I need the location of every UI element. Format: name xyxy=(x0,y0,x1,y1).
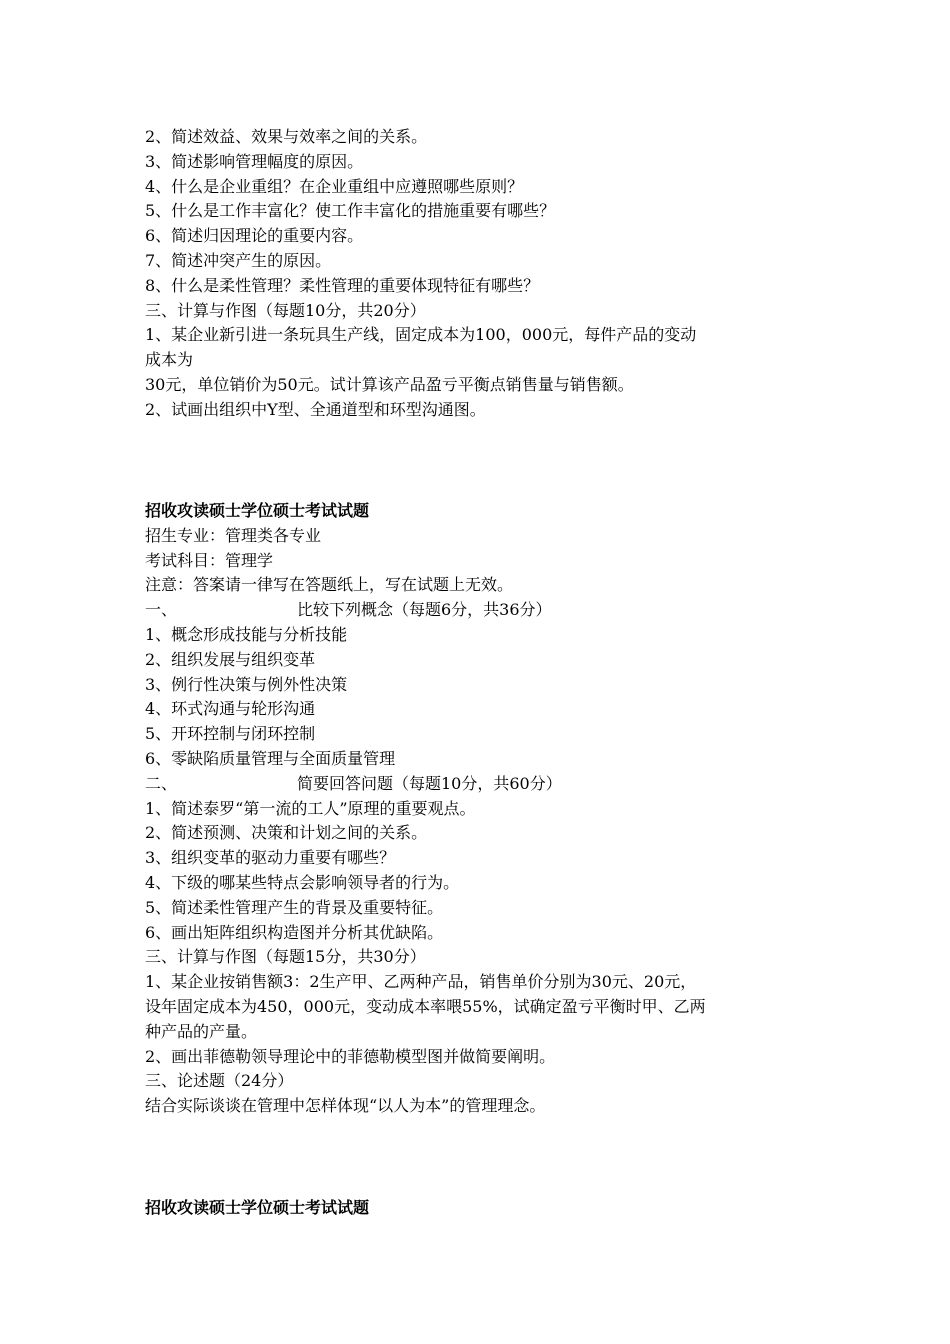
question-line: 4、下级的哪某些特点会影响领导者的行为。 xyxy=(145,872,460,892)
exam-major: 招生专业：管理类各专业 xyxy=(145,525,322,545)
part-1-number: 一、 xyxy=(145,600,178,620)
question-line: 5、简述柔性管理产生的背景及重要特征。 xyxy=(145,897,444,917)
question-line: 5、开环控制与闭环控制 xyxy=(145,724,316,744)
section-previous-exam xyxy=(145,125,815,423)
question-line: 7、简述冲突产生的原因。 xyxy=(145,250,332,270)
part-2-number: 二、 xyxy=(145,773,178,793)
question-line: 2、试画出组织中Y型、全通道型和环型沟通图。 xyxy=(145,399,486,419)
exam-notice: 注意：答案请一律写在答题纸上，写在试题上无效。 xyxy=(145,575,514,595)
question-line: 4、环式沟通与轮形沟通 xyxy=(145,699,316,719)
section-heading: 三、计算与作图（每题10分，共20分） xyxy=(145,300,426,320)
question-line: 1、概念形成技能与分析技能 xyxy=(145,624,348,644)
question-line: 4、什么是企业重组？在企业重组中应遵照哪些原则？ xyxy=(145,176,524,196)
question-line: 8、什么是柔性管理？柔性管理的重要体现特征有哪些？ xyxy=(145,275,540,295)
question-line: 1、简述泰罗“第一流的工人”原理的重要观点。 xyxy=(145,798,476,818)
section-exam-3 xyxy=(145,1196,815,1221)
part-2-heading xyxy=(145,772,815,797)
exam-title: 招收攻读硕士学位硕士考试试题 xyxy=(145,501,370,520)
question-line: 2、组织发展与组织变革 xyxy=(145,649,316,669)
question-line: 5、什么是工作丰富化？使工作丰富化的措施重要有哪些？ xyxy=(145,201,556,221)
exam-subject: 考试科目：管理学 xyxy=(145,550,274,570)
exam-title: 招收攻读硕士学位硕士考试试题 xyxy=(145,1198,370,1217)
question-line: 种产品的产量。 xyxy=(145,1021,258,1041)
part-1-heading xyxy=(145,598,815,623)
question-line: 设年固定成本为450，000元，变动成本率喂55%，试确定盈亏平衡时甲、乙两 xyxy=(145,996,706,1016)
question-line: 6、零缺陷质量管理与全面质量管理 xyxy=(145,748,396,768)
question-line: 2、简述效益、效果与效率之间的关系。 xyxy=(145,127,428,146)
question-line: 6、画出矩阵组织构造图并分析其优缺陷。 xyxy=(145,922,444,942)
question-line: 6、简述归因理论的重要内容。 xyxy=(145,226,364,246)
question-line: 3、例行性决策与例外性决策 xyxy=(145,674,348,694)
question-line: 成本为 xyxy=(145,350,194,370)
question-line: 1、某企业按销售额3：2生产甲、乙两种产品，销售单价分别为30元、20元， xyxy=(145,972,697,992)
part-3-heading: 三、计算与作图（每题15分，共30分） xyxy=(145,947,426,967)
part-4-heading: 三、论述题（24分） xyxy=(145,1071,294,1091)
question-line: 3、简述影响管理幅度的原因。 xyxy=(145,151,364,171)
question-line: 3、组织变革的驱动力重要有哪些？ xyxy=(145,848,396,868)
section-exam-2 xyxy=(145,499,815,1119)
part-2-title: 简要回答问题（每题10分，共60分） xyxy=(297,773,562,793)
essay-prompt: 结合实际谈谈在管理中怎样体现“以人为本”的管理理念。 xyxy=(145,1096,546,1116)
part-1-title: 比较下列概念（每题6分，共36分） xyxy=(297,600,552,620)
question-line: 2、画出菲德勒领导理论中的菲德勒模型图并做简要阐明。 xyxy=(145,1046,556,1066)
question-line: 30元，单位销价为50元。试计算该产品盈亏平衡点销售量与销售额。 xyxy=(145,374,634,394)
question-line: 1、某企业新引进一条玩具生产线，固定成本为100，000元，每件产品的变动 xyxy=(145,325,697,345)
question-line: 2、简述预测、决策和计划之间的关系。 xyxy=(145,823,428,843)
